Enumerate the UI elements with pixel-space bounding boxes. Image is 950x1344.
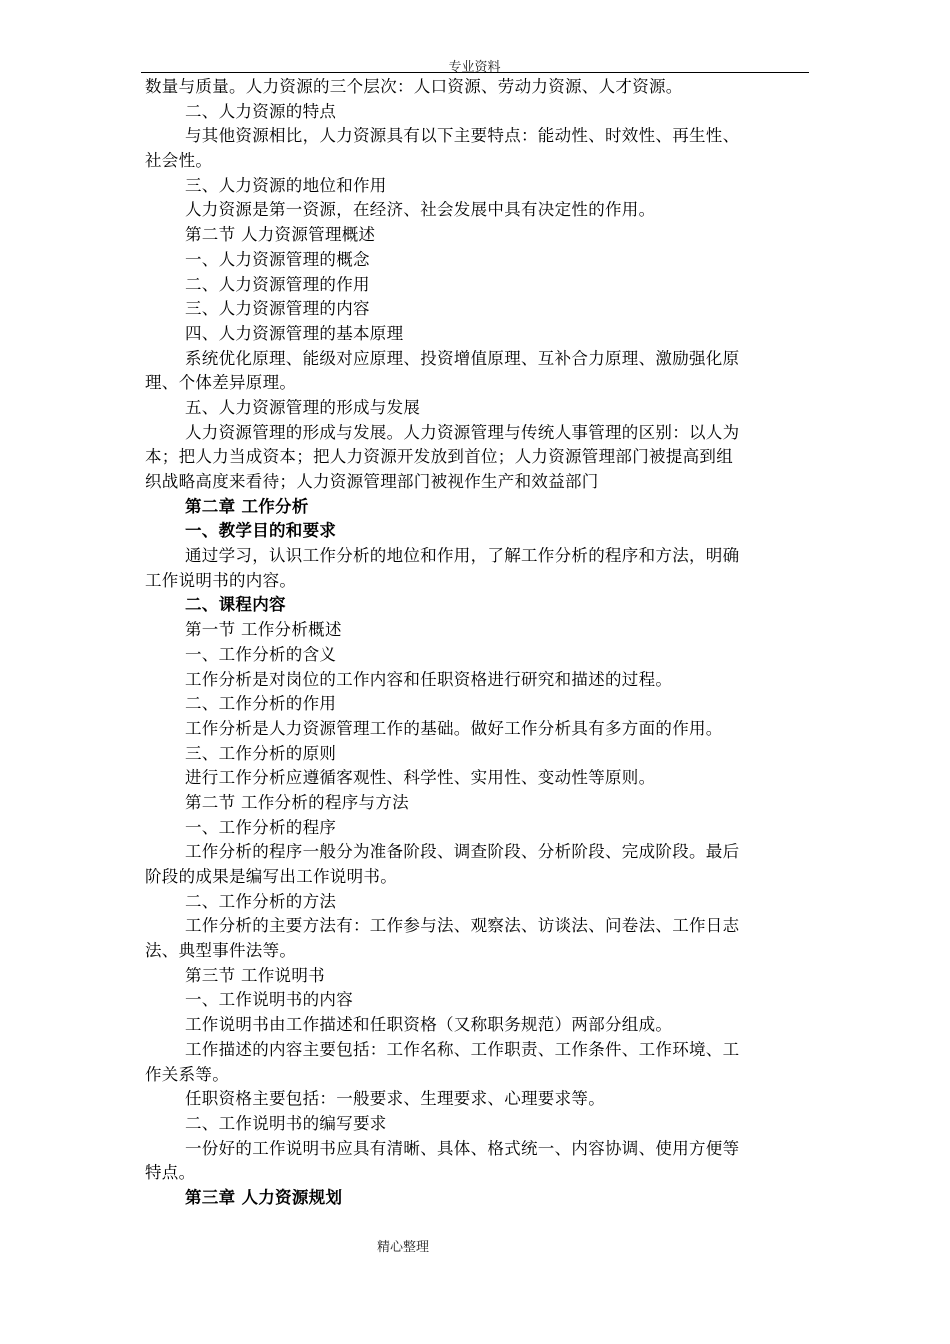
text-line: 社会性。 bbox=[145, 151, 213, 171]
text-line: 本；把人力当成资本；把人力资源开发放到首位；人力资源管理部门被提高到组 bbox=[145, 447, 733, 467]
text-line: 工作描述的内容主要包括：工作名称、工作职责、工作条件、工作环境、工 bbox=[185, 1039, 740, 1059]
text-line: 特点。 bbox=[145, 1163, 196, 1183]
text-line: 一份好的工作说明书应具有清晰、具体、格式统一、内容协调、使用方便等 bbox=[185, 1138, 740, 1158]
text-line: 人力资源管理的形成与发展。人力资源管理与传统人事管理的区别：以人为 bbox=[185, 422, 740, 442]
section-heading: 第三章 人力资源规划 bbox=[185, 1187, 343, 1207]
text-line: 与其他资源相比，人力资源具有以下主要特点：能动性、时效性、再生性、 bbox=[185, 126, 740, 146]
text-line: 第二节 人力资源管理概述 bbox=[185, 225, 376, 245]
text-line: 三、工作分析的原则 bbox=[185, 743, 337, 763]
text-line: 系统优化原理、能级对应原理、投资增值原理、互补合力原理、激励强化原 bbox=[185, 348, 740, 368]
text-line: 一、工作分析的程序 bbox=[185, 817, 337, 837]
text-line: 一、工作分析的含义 bbox=[185, 644, 337, 664]
text-line: 五、人力资源管理的形成与发展 bbox=[185, 397, 421, 417]
text-line: 数量与质量。人力资源的三个层次：人口资源、劳动力资源、人才资源。 bbox=[145, 77, 683, 96]
page-header: 专业资料 bbox=[448, 60, 501, 75]
page-footer: 精心整理 bbox=[376, 1240, 429, 1255]
text-line: 一、人力资源管理的概念 bbox=[185, 249, 370, 269]
text-line: 三、人力资源管理的内容 bbox=[185, 299, 370, 319]
text-line: 工作说明书的内容。 bbox=[145, 570, 297, 590]
text-line: 工作分析是人力资源管理工作的基础。做好工作分析具有多方面的作用。 bbox=[185, 718, 723, 738]
text-line: 工作分析的程序一般分为准备阶段、调查阶段、分析阶段、完成阶段。最后 bbox=[185, 842, 740, 862]
text-line: 法、典型事件法等。 bbox=[145, 941, 297, 961]
text-line: 任职资格主要包括：一般要求、生理要求、心理要求等。 bbox=[185, 1089, 605, 1109]
text-line: 织战略高度来看待；人力资源管理部门被视作生产和效益部门 bbox=[145, 472, 599, 491]
text-line: 二、人力资源的特点 bbox=[185, 101, 337, 121]
section-heading: 二、课程内容 bbox=[185, 595, 286, 615]
text-line: 作关系等。 bbox=[145, 1064, 229, 1084]
text-line: 进行工作分析应遵循客观性、科学性、实用性、变动性等原则。 bbox=[185, 768, 656, 788]
text-line: 二、工作说明书的编写要求 bbox=[185, 1113, 387, 1133]
text-line: 人力资源是第一资源，在经济、社会发展中具有决定性的作用。 bbox=[185, 200, 656, 220]
text-line: 三、人力资源的地位和作用 bbox=[185, 175, 387, 195]
text-line: 二、工作分析的方法 bbox=[185, 891, 337, 911]
text-line: 二、工作分析的作用 bbox=[185, 694, 337, 714]
text-line: 第二节 工作分析的程序与方法 bbox=[185, 792, 409, 812]
text-line: 四、人力资源管理的基本原理 bbox=[185, 323, 404, 343]
text-line: 第一节 工作分析概述 bbox=[185, 620, 342, 640]
text-line: 第三节 工作说明书 bbox=[185, 965, 325, 985]
text-line: 一、工作说明书的内容 bbox=[185, 990, 353, 1010]
section-heading: 一、教学目的和要求 bbox=[185, 521, 337, 541]
text-line: 工作说明书由工作描述和任职资格（又称职务规范）两部分组成。 bbox=[185, 1015, 673, 1035]
text-line: 通过学习，认识工作分析的地位和作用，了解工作分析的程序和方法，明确 bbox=[185, 546, 740, 566]
document-body bbox=[145, 75, 812, 1211]
text-line: 工作分析的主要方法有：工作参与法、观察法、访谈法、问卷法、工作日志 bbox=[185, 916, 740, 936]
header-rule bbox=[141, 72, 809, 73]
text-line: 理、个体差异原理。 bbox=[145, 373, 297, 393]
text-line: 阶段的成果是编写出工作说明书。 bbox=[145, 867, 397, 886]
section-heading: 第二章 工作分析 bbox=[185, 496, 309, 516]
text-line: 工作分析是对岗位的工作内容和任职资格进行研究和描述的过程。 bbox=[185, 669, 673, 689]
text-line: 二、人力资源管理的作用 bbox=[185, 274, 370, 294]
